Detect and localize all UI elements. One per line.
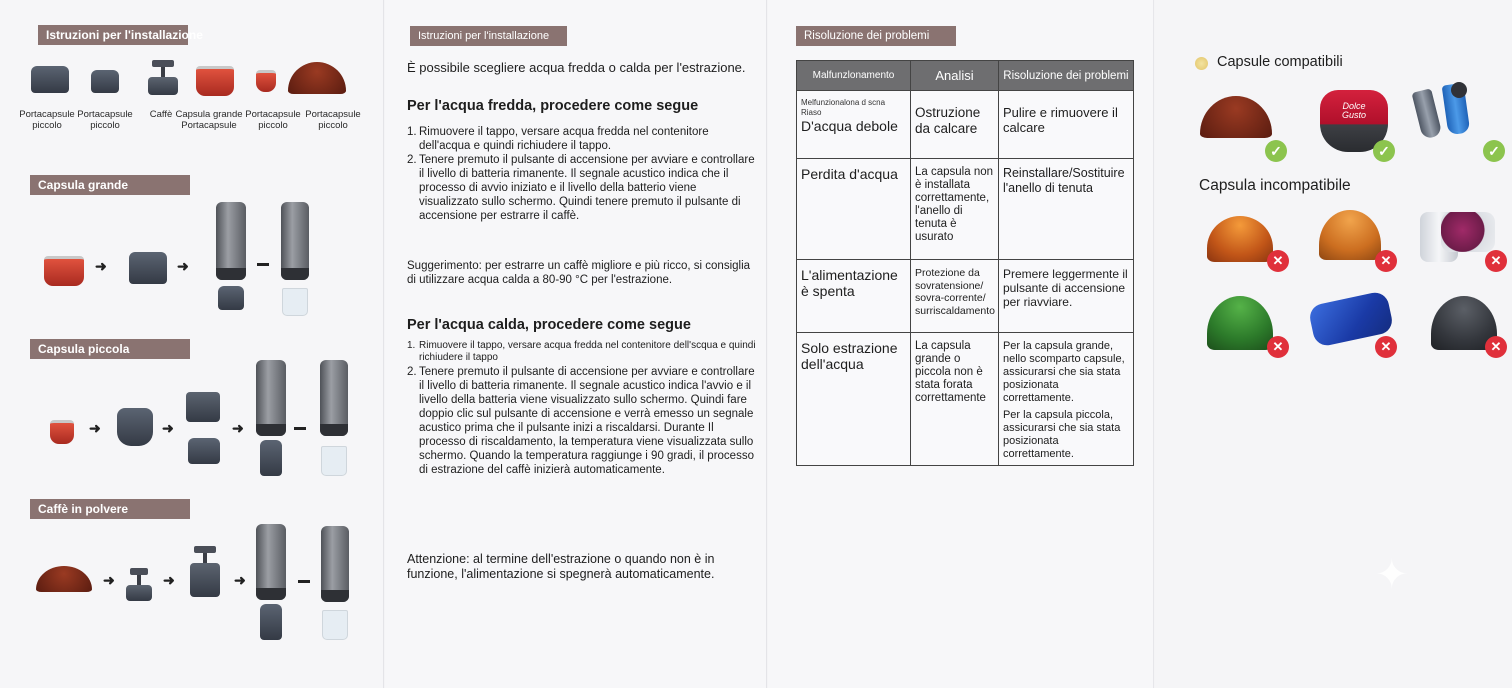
part-label: Portacapsule piccolo xyxy=(305,109,361,131)
header-large-capsule: Capsula grande xyxy=(30,175,190,195)
fault-text: D'acqua debole xyxy=(801,118,898,134)
solution-text: Per la capsula piccola, assicurarsi che sia stata posizionata correttamente. xyxy=(1002,409,1121,460)
incompatible-title: Capsula incompatibile xyxy=(1199,177,1351,194)
check-icon: ✓ xyxy=(1483,140,1505,162)
solution-cell xyxy=(998,333,1133,466)
header-install: Istruzioni per l'installazione xyxy=(410,26,567,46)
ground-coffee-image xyxy=(288,62,346,94)
coffee-machine-image xyxy=(320,360,348,436)
arrow-right-icon: ➜ xyxy=(163,572,175,588)
cross-icon: ✕ xyxy=(1485,250,1507,272)
check-icon: ✓ xyxy=(1373,140,1395,162)
solution-cell: Premere leggermente il pulsante di accensione per riavviare. xyxy=(998,260,1133,333)
large-capsule-image xyxy=(196,66,234,96)
table-row xyxy=(797,159,1134,260)
analysis-cell: Protezione da sovratensione/ sovra-corrente/ surriscaldamento xyxy=(911,260,999,333)
arrow-right-icon: ➜ xyxy=(162,420,174,436)
step-item: 2. Tenere premuto il pulsante di accensione per avviare e controllare il livello di batteria rimanente. Il segnale acustico indica che il processo di avvio iniziato e il livello della batterio viene visualizzato sullo schermo. Quindi tenere premuto il pulsante di accensione per estrarre il caffè. xyxy=(407,154,755,222)
column-header-fault: Malfunzlonamento xyxy=(797,61,911,91)
table-row xyxy=(797,260,1134,333)
compatibility-panel xyxy=(1155,0,1512,688)
sparkle-icon: ✦ xyxy=(1375,553,1409,597)
table-row xyxy=(797,333,1134,466)
capsule-holder-image xyxy=(188,438,220,464)
ground-coffee-image xyxy=(36,566,92,592)
small-capsule-image xyxy=(50,420,74,444)
part-label: Capsula grande Portacapsule xyxy=(175,109,243,131)
bullet-dot-icon xyxy=(1195,57,1208,70)
cross-icon: ✕ xyxy=(1485,336,1507,358)
ground-coffee-image xyxy=(1200,96,1272,138)
header-troubleshooting: Risoluzione dei problemi xyxy=(796,26,956,46)
glass-image xyxy=(321,446,347,476)
arrow-right-icon: ➜ xyxy=(232,420,244,436)
capsule-top-image xyxy=(1451,82,1467,98)
glass-image xyxy=(322,610,348,640)
analysis-cell: La capsula non è installata correttamente, l'anello di tenuta è usurato xyxy=(911,159,999,260)
coffee-machine-image xyxy=(281,202,309,280)
arrow-right-icon: ➜ xyxy=(177,258,189,274)
header-ground-coffee: Caffè in polvere xyxy=(30,499,190,519)
troubleshooting-panel xyxy=(768,0,1154,688)
tip-text: Suggerimento: per estrarre un caffè migliore e più ricco, si consiglia di utilizzare acqua calda a 80-90 °C per l'estrazione. xyxy=(407,260,751,286)
table-row xyxy=(797,91,1134,159)
coffee-machine-image xyxy=(216,202,246,280)
cross-icon: ✕ xyxy=(1375,336,1397,358)
capsule-holder-image xyxy=(218,286,244,310)
dash-icon xyxy=(294,427,306,430)
capsule-brand-text: Dolce Gusto xyxy=(1341,101,1366,120)
coffee-machine-image xyxy=(321,526,349,602)
cold-water-title: Per l'acqua fredda, procedere come segue xyxy=(407,98,699,114)
glass-image xyxy=(282,288,308,316)
troubleshooting-table xyxy=(796,60,1134,466)
installation-diagrams-panel xyxy=(0,0,384,688)
fault-subtext: Melfunzionalona d scna Riaso xyxy=(801,98,886,117)
installation-text-panel xyxy=(385,0,767,688)
part-label: Portacapsule piccolo xyxy=(245,109,301,131)
coffee-machine-image xyxy=(256,524,286,600)
fault-cell: Perdita d'acqua xyxy=(797,159,911,260)
part-label: Portacapsule piccolo xyxy=(77,109,133,131)
analysis-cell: Ostruzione da calcare xyxy=(911,91,999,159)
holder-with-tamper-image xyxy=(128,568,152,608)
hot-water-title: Per l'acqua calda, procedere come segue xyxy=(407,317,691,333)
table-header-row xyxy=(797,61,1134,91)
solution-text: Per la capsula grande, nello scomparto capsule, assicurarsi che sia stata posizionata correttamente. xyxy=(1002,340,1125,404)
header-small-capsule: Capsula piccola xyxy=(30,339,190,359)
check-icon: ✓ xyxy=(1265,140,1287,162)
part-label: Caffè xyxy=(149,109,173,120)
dash-icon xyxy=(257,263,269,266)
column-header-analysis: Analisi xyxy=(911,61,999,91)
dash-icon xyxy=(298,580,310,583)
arrow-right-icon: ➜ xyxy=(95,258,107,274)
capsule-holder-image xyxy=(260,604,282,640)
tamper-image xyxy=(190,546,222,608)
header-install: Istruzioni per l'installazione xyxy=(38,25,188,45)
solution-cell: Reinstallare/Sostituire l'anello di tenuta xyxy=(998,159,1133,260)
vertuo-capsule-image xyxy=(1319,210,1381,260)
intro-text: È possibile scegliere acqua fredda o calda per l'estrazione. xyxy=(407,60,746,75)
tamper-image xyxy=(148,60,178,95)
warning-text: Attenzione: al termine dell'estrazione o quando non è in funzione, l'alimentazione si spegnerà automaticamente. xyxy=(407,552,715,581)
step-item: 1. Rimuovere il tappo, versare acqua fredda nel contenitore dell'acqua e quindi richiudere il tappo. xyxy=(407,126,709,152)
solution-cell: Pulire e rimuovere il calcare xyxy=(998,91,1133,159)
cross-icon: ✕ xyxy=(1375,250,1397,272)
hot-water-steps xyxy=(407,340,759,477)
small-capsule-image xyxy=(256,70,276,92)
aluminum-capsule-image xyxy=(1411,88,1442,139)
vertuo-capsule-image xyxy=(1207,216,1273,262)
small-capsule-holder-image xyxy=(91,70,119,93)
step-item: 1. Rimuovere il tappo, versare acqua fredda nel contenitore dell'scqua e quindi richiudere il tappo xyxy=(407,340,756,363)
cold-water-steps xyxy=(407,125,757,223)
fault-cell: Solo estrazione dell'acqua xyxy=(797,333,911,466)
large-capsule-image xyxy=(44,256,84,286)
fault-cell xyxy=(797,91,911,159)
small-capsule-holder-image xyxy=(31,66,69,93)
arrow-right-icon: ➜ xyxy=(89,420,101,436)
coffee-machine-image xyxy=(256,360,286,436)
capsule-holder-image xyxy=(129,252,167,284)
vertuo-capsule-image xyxy=(1207,296,1273,350)
cross-icon: ✕ xyxy=(1267,336,1289,358)
analysis-cell: La capsula grande o piccola non è stata forata correttamente xyxy=(911,333,999,466)
capsule-holder-image xyxy=(117,408,153,446)
arrow-right-icon: ➜ xyxy=(234,572,246,588)
step-item: 2. Tenere premuto il pulsante di accensione per avviare e controllare il livello di batteria rimanente. Il segnale acustico indica l'avvio e il livello della batteria viene visualizzato sullo schermo. Quindi fare doppio clic sul pulsante di accensione e verrà emesso un segnale acustico prima che il pulsante inizi a riscaldarsi. Durante Il processo di riscaldamento, la temperatura viene visualizzata sullo schermo. Quando la temperatura raggiunge i 90 gradi, il processo di estrazione del caffè inizierà automaticamente. xyxy=(407,366,755,476)
fault-cell: L'alimentazione è spenta xyxy=(797,260,911,333)
cross-icon: ✕ xyxy=(1267,250,1289,272)
pod-capsule-image xyxy=(1441,212,1495,252)
compatible-title: Capsule compatibili xyxy=(1217,54,1343,70)
part-label: Portacapsule piccolo xyxy=(19,109,75,131)
capsule-holder-image xyxy=(260,440,282,476)
assembled-holder-image xyxy=(188,392,218,432)
column-header-solution: Risoluzione dei problemi xyxy=(998,61,1133,91)
arrow-right-icon: ➜ xyxy=(103,572,115,588)
